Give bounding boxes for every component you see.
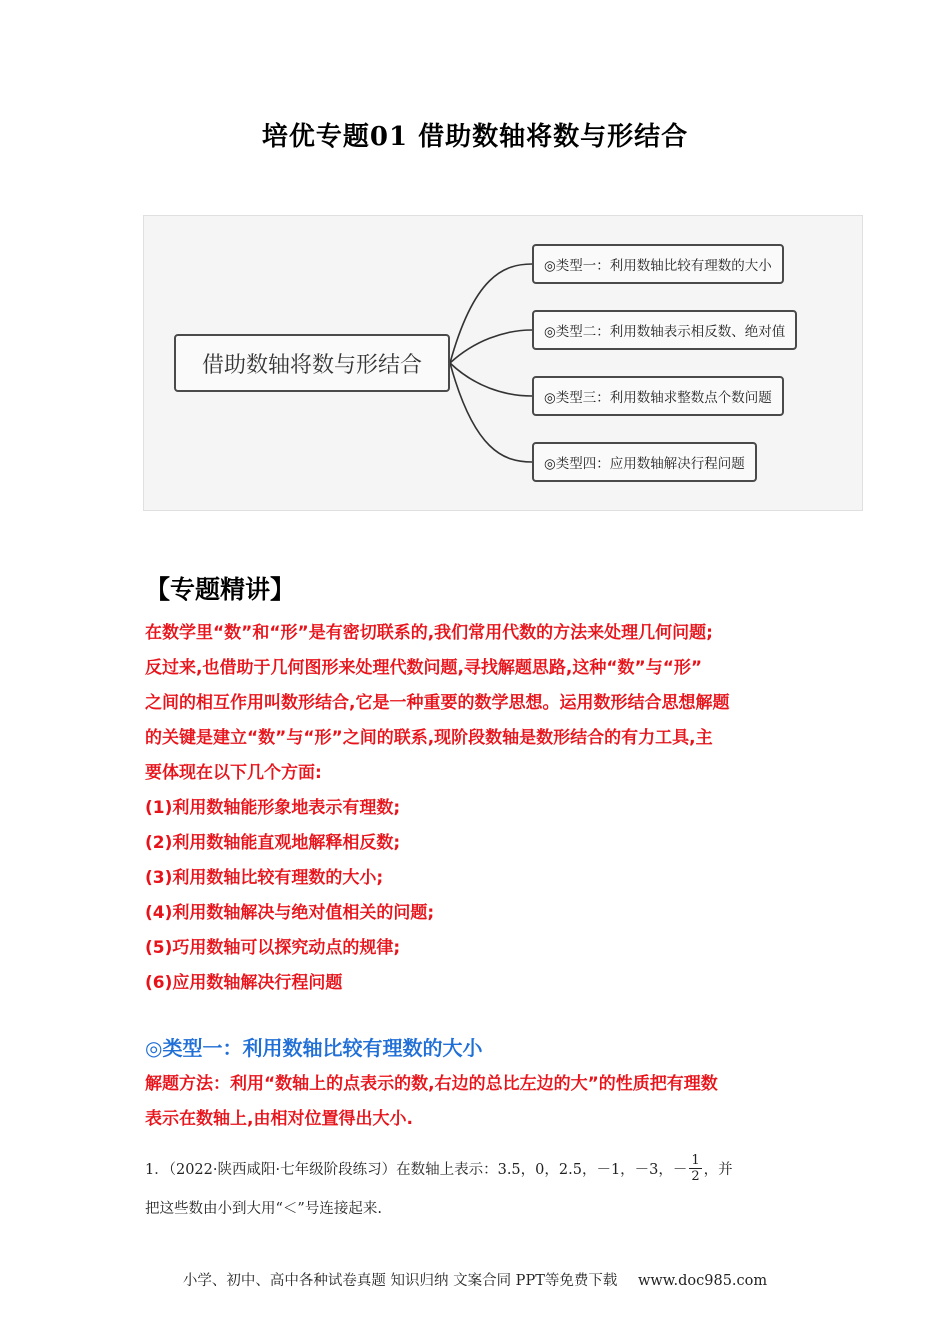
point-item: (3)利用数轴比较有理数的大小; <box>145 868 384 888</box>
point-item: (5)巧用数轴可以探究动点的规律; <box>145 938 401 958</box>
point-item: (1)利用数轴能形象地表示有理数; <box>145 798 401 818</box>
method-line: 表示在数轴上,由相对位置得出大小. <box>145 1109 413 1129</box>
footer-url[interactable]: www.doc985.com <box>637 1273 768 1289</box>
point-item: (6)应用数轴解决行程问题 <box>145 973 343 993</box>
intro-line: 在数学里“数”和“形”是有密切联系的,我们常用代数的方法来处理几何问题; <box>145 623 713 643</box>
point-item: (4)利用数轴解决与绝对值相关的问题; <box>145 903 435 923</box>
problem-1-line-end: ，并 <box>703 1161 733 1178</box>
section-heading: 【专题精讲】 <box>145 575 296 604</box>
fraction <box>689 1153 701 1184</box>
intro-line: 的关键是建立“数”与“形”之间的联系,现阶段数轴是数形结合的有力工具,主 <box>145 728 713 748</box>
connector-4 <box>450 363 532 462</box>
intro-line: 之间的相互作用叫数形结合,它是一种重要的数学思想。运用数形结合思想解题 <box>145 693 730 713</box>
point-item: (2)利用数轴能直观地解释相反数; <box>145 833 401 853</box>
fraction-denominator: 2 <box>691 1168 700 1184</box>
intro-line: 反过来,也借助于几何图形来处理代数问题,寻找解题思路,这种“数”与“形” <box>145 658 703 678</box>
intro-line: 要体现在以下几个方面: <box>145 763 322 783</box>
mind-map-branch-2: ◎类型二：利用数轴表示相反数、绝对值 <box>532 310 797 350</box>
type1-method <box>145 1067 815 1137</box>
problem-1-line-1 <box>145 1150 733 1186</box>
connector-2 <box>450 330 532 363</box>
intro-paragraph <box>145 616 815 1001</box>
type1-heading: ◎类型一：利用数轴比较有理数的大小 <box>145 1036 483 1060</box>
method-line: 解题方法：利用“数轴上的点表示的数,右边的总比左边的大”的性质把有理数 <box>145 1074 718 1094</box>
problem-1-line-2: 把这些数由小到大用“＜”号连接起来. <box>145 1201 382 1217</box>
connector-3 <box>450 363 532 396</box>
mind-map-center-node: 借助数轴将数与形结合 <box>174 334 450 392</box>
fraction-numerator: 1 <box>691 1152 700 1168</box>
mind-map <box>143 215 863 511</box>
mind-map-branch-3: ◎类型三：利用数轴求整数点个数问题 <box>532 376 784 416</box>
page-title: 培优专题01 借助数轴将数与形结合 <box>261 122 689 152</box>
mind-map-branch-4: ◎类型四：应用数轴解决行程问题 <box>532 442 757 482</box>
footer-text: 小学、初中、高中各种试卷真题 知识归纳 文案合同 PPT等免费下载 <box>182 1273 618 1289</box>
connector-1 <box>450 264 532 363</box>
mind-map-branch-1: ◎类型一：利用数轴比较有理数的大小 <box>532 244 784 284</box>
page-footer <box>0 1269 950 1290</box>
problem-1-text: 1．（2022·陕西咸阳·七年级阶段练习）在数轴上表示：3.5，0，2.5，－1，－3，－ <box>145 1161 688 1178</box>
